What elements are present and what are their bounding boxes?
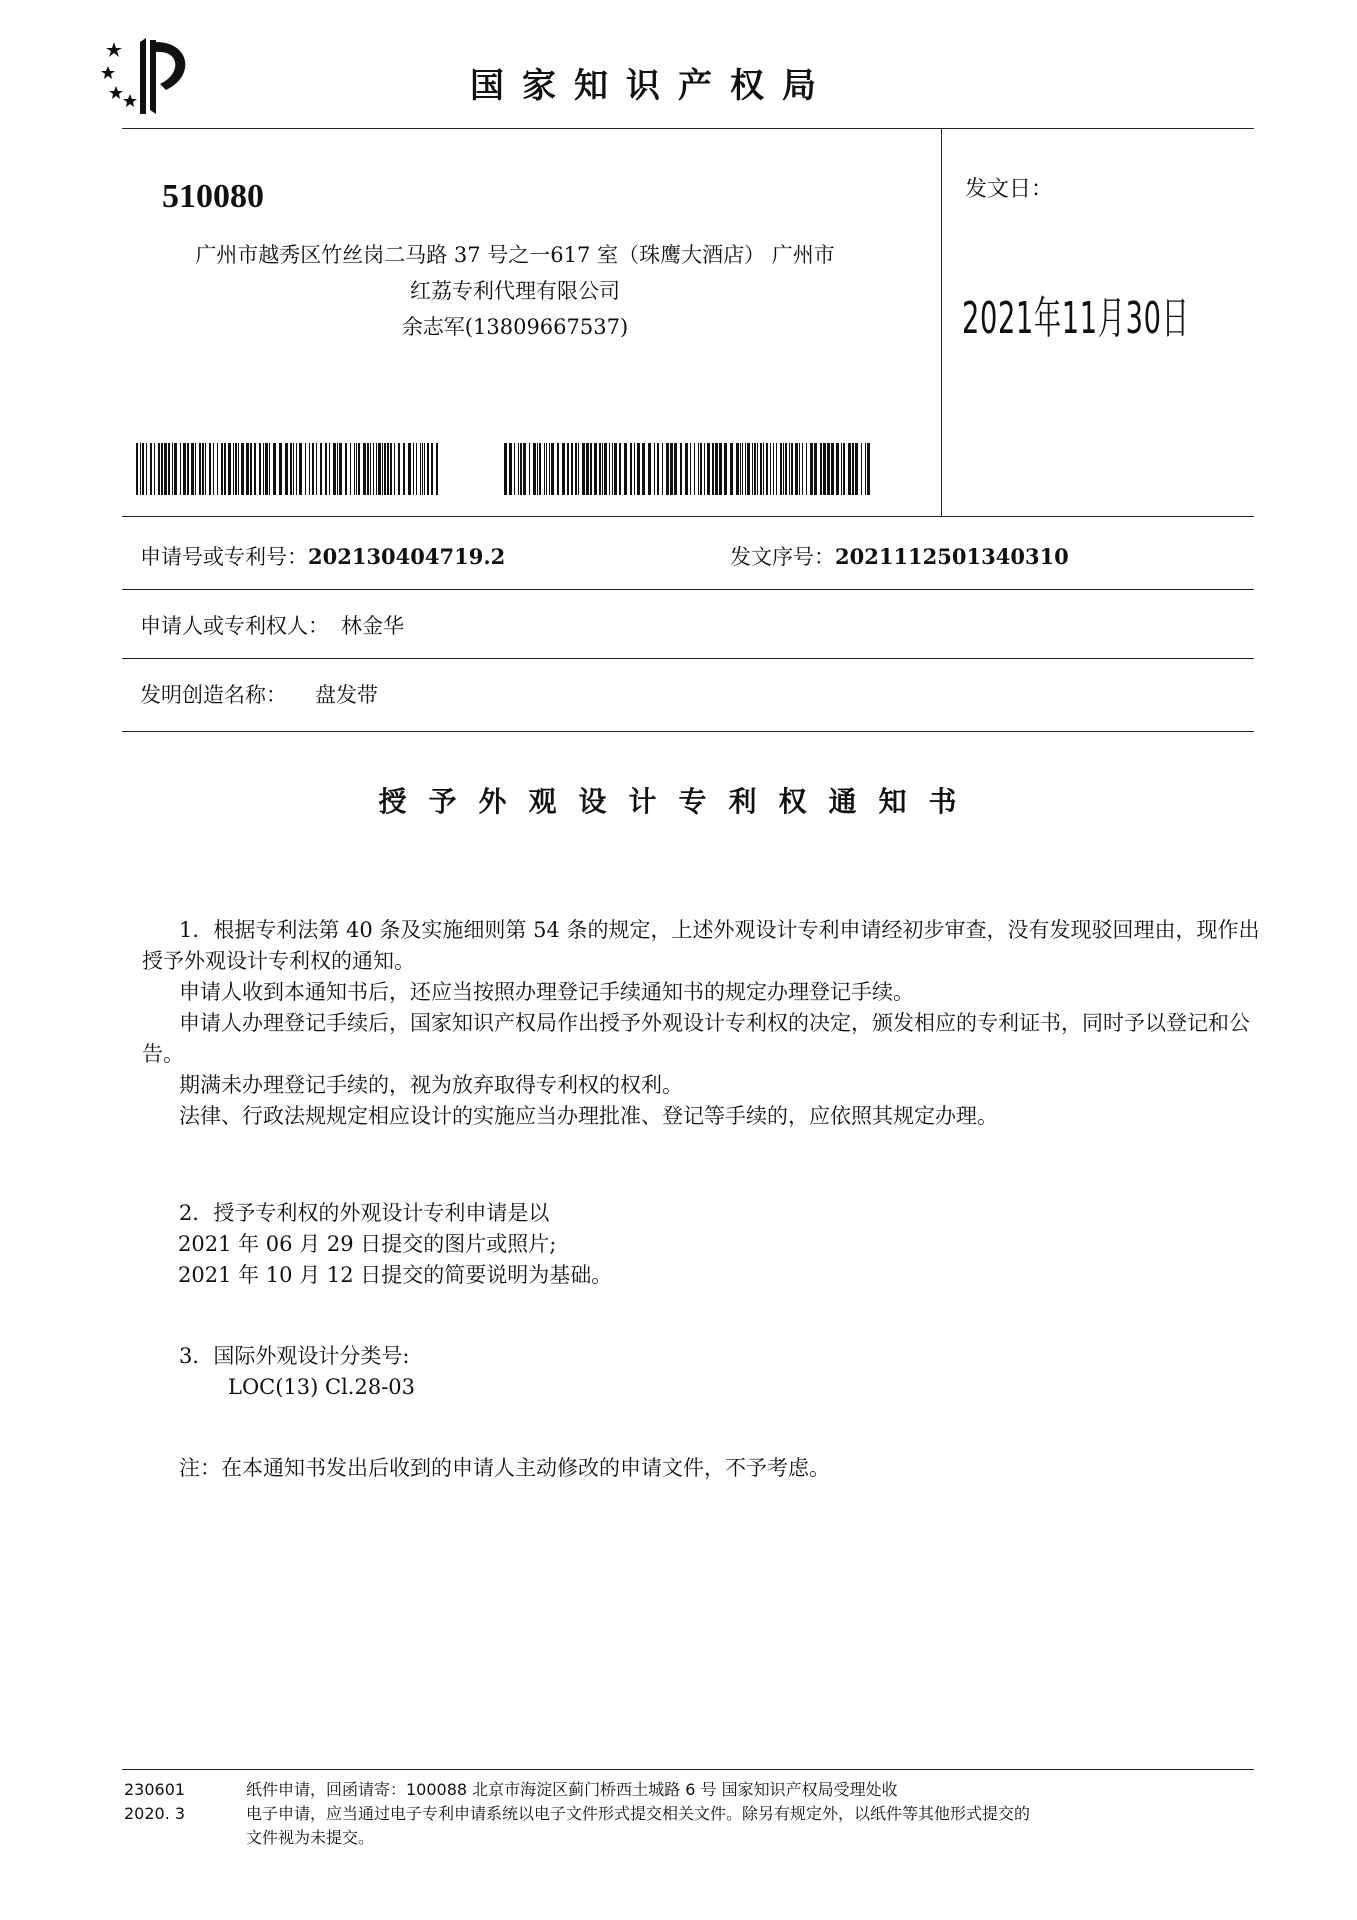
barcode-right: [504, 443, 874, 495]
section1-paragraph-5: 法律、行政法规规定相应设计的实施应当办理批准、登记等手续的，应依照其规定办理。: [179, 1104, 998, 1128]
divider-3: [122, 658, 1254, 659]
recipient-address-line1: 广州市越秀区竹丝岗二马路 37 号之一617 室（珠鹰大酒店） 广州市: [195, 243, 835, 267]
application-number-label: 申请号或专利号：: [140, 545, 308, 569]
applicant-name: 林金华: [341, 614, 404, 638]
invention-label: 发明创造名称：: [140, 683, 287, 707]
divider-4: [122, 731, 1254, 732]
date-column-divider: [941, 128, 942, 516]
section2-line-3: 2021 年 10 月 12 日提交的简要说明为基础。: [178, 1263, 613, 1287]
application-number: 202130404719.2: [308, 544, 506, 569]
form-code: 230601: [124, 1780, 186, 1799]
section2-line-1: 2．授予专利权的外观设计专利申请是以: [179, 1201, 550, 1225]
dispatch-date-label: 发文日：: [965, 177, 1054, 202]
document-title: 授予外观设计专利权通知书: [378, 785, 979, 818]
footer-line-3: 文件视为未提交。: [246, 1828, 375, 1847]
section3-line-1: 3．国际外观设计分类号:: [179, 1344, 410, 1368]
form-version: 2020. 3: [124, 1804, 186, 1823]
footer-line-2: 电子申请，应当通过电子专利申请系统以电子文件形式提交相关文件。除另有规定外，以纸件等其他形式提交的: [246, 1804, 1031, 1823]
postcode: 510080: [162, 178, 264, 215]
classification-code: LOC(13) Cl.28-03: [228, 1375, 416, 1399]
barcode-left: [136, 443, 440, 495]
serial-number-label: 发文序号：: [730, 545, 835, 569]
section1-paragraph-2: 申请人收到本通知书后，还应当按照办理登记手续通知书的规定办理登记手续。: [179, 980, 914, 1004]
body-section-2: [142, 1198, 1262, 1291]
divider-1: [122, 516, 1254, 517]
body-section-3: [142, 1341, 1262, 1403]
cnipa-logo: [100, 36, 212, 116]
section1-paragraph-3: 申请人办理登记手续后，国家知识产权局作出授予外观设计专利权的决定，颁发相应的专利证书，同时予以登记和公告。: [142, 1011, 1250, 1066]
dispatch-date: 2021年11月30日: [962, 293, 1190, 344]
serial-number: 2021112501340310: [835, 544, 1069, 569]
application-number-field: [140, 541, 505, 571]
recipient-address-line2: 红荔专利代理有限公司: [410, 279, 620, 303]
section2-line-2: 2021 年 06 月 29 日提交的图片或照片;: [178, 1232, 557, 1256]
applicant-field: [140, 610, 404, 640]
serial-number-field: [730, 541, 1069, 571]
invention-field: [140, 679, 378, 709]
section1-paragraph-1: 1．根据专利法第 40 条及实施细则第 54 条的规定，上述外观设计专利申请经初步审查，没有发现驳回理由，现作出授予外观设计专利权的通知。: [142, 918, 1260, 973]
applicant-label: 申请人或专利权人：: [140, 614, 329, 638]
invention-name: 盘发带: [315, 683, 378, 707]
divider-2: [122, 589, 1254, 590]
footer-line-1: 纸件申请，回函请寄：100088 北京市海淀区蓟门桥西土城路 6 号 国家知识产权局受理处收: [246, 1780, 898, 1799]
agency-name: 国家知识产权局: [470, 66, 834, 106]
section1-paragraph-4: 期满未办理登记手续的，视为放弃取得专利权的权利。: [179, 1073, 683, 1097]
note: [142, 1453, 1262, 1484]
footer-divider: [122, 1769, 1254, 1770]
body-section-1: [142, 915, 1262, 1132]
note-text: 注：在本通知书发出后收到的申请人主动修改的申请文件，不予考虑。: [179, 1456, 830, 1480]
recipient-contact: 余志军(13809667537): [401, 315, 629, 339]
header-divider: [122, 128, 1254, 129]
